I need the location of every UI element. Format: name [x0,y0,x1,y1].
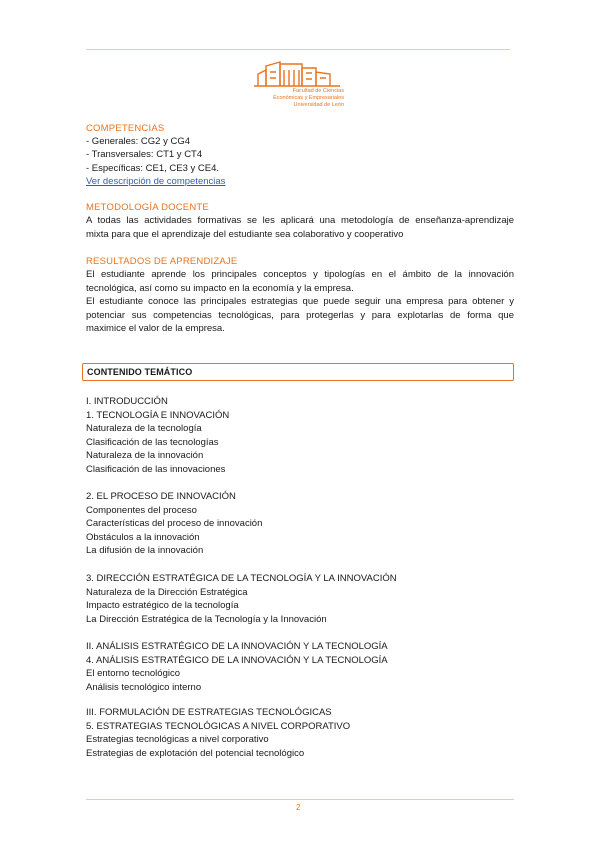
contenido-block-5 [86,706,350,760]
building-logo-icon [252,60,344,90]
contenido-line: Naturaleza de la Dirección Estratégica [86,586,248,598]
footer-rule [86,799,514,800]
contenido-line: Estrategias tecnológicas a nivel corporativo [86,734,269,745]
header-rule [86,49,510,50]
contenido-line: Componentes del proceso [86,504,197,516]
contenido-block-3 [86,572,397,626]
contenido-line: La Dirección Estratégica de la Tecnología y la Innovación [86,613,327,625]
contenido-line: La difusión de la innovación [86,545,204,556]
contenido-tematico-header [82,363,514,381]
contenido-line: El entorno tecnológico [86,668,181,679]
competencias-transversales: - Transversales: CT1 y CT4 [86,149,203,160]
competencias-especificas: - Específicas: CE1, CE3 y CE4. [86,163,220,174]
contenido-line: 1. TECNOLOGÍA E INNOVACIÓN [86,409,230,421]
competencias-generales: - Generales: CG2 y CG4 [86,136,191,147]
contenido-line: 2. EL PROCESO DE INNOVACIÓN [86,491,236,502]
contenido-line: Clasificación de las innovaciones [86,463,226,475]
contenido-line: Análisis tecnológico interno [86,681,202,693]
resultados-title: RESULTADOS DE APRENDIZAJE [86,256,238,267]
page-number: 2 [296,803,301,812]
contenido-tematico-title: CONTENIDO TEMÁTICO [87,367,193,377]
contenido-block-2 [86,490,262,558]
metodologia-text: A todas las actividades formativas se les aplicará una metodología de enseñanza-aprendizaje mixta para que el aprendizaje del estudiante sea colaborativo y cooperativo [86,215,514,240]
contenido-line: 5. ESTRATEGIAS TECNOLÓGICAS A NIVEL CORPORATIVO [86,720,351,732]
contenido-line: 3. DIRECCIÓN ESTRATÉGICA DE LA TECNOLOGÍA Y LA INNOVACIÓN [86,573,397,584]
contenido-line: II. ANÁLISIS ESTRATÉGICO DE LA INNOVACIÓN Y LA TECNOLOGÍA [86,641,388,652]
contenido-line: Naturaleza de la innovación [86,450,204,461]
contenido-block-4 [86,640,388,694]
faculty-logo [252,60,344,116]
logo-caption: Facultad de Ciencias Económicas y Empresariales Universidad de León [273,88,344,108]
contenido-block-1 [86,395,229,476]
contenido-line: Obstáculos a la innovación [86,531,200,543]
contenido-line: Naturaleza de la tecnología [86,423,202,434]
contenido-line: Impacto estratégico de la tecnología [86,600,239,611]
contenido-line: Estrategias de explotación del potencial tecnológico [86,747,305,759]
contenido-line: 4. ANÁLISIS ESTRATÉGICO DE LA INNOVACIÓN Y LA TECNOLOGÍA [86,654,388,666]
contenido-line: I. INTRODUCCIÓN [86,396,168,407]
contenido-line: III. FORMULACIÓN DE ESTRATEGIAS TECNOLÓGICAS [86,707,332,718]
ver-competencias-link[interactable]: Ver descripción de competencias [86,176,226,187]
contenido-line: Características del proceso de innovación [86,518,263,529]
resultados-text: El estudiante aprende los principales conceptos y tipologías en el ámbito de la innovación tecnológica, así como su impacto en la economía y la empresa. El estudiante conoce las principales estrategias que puede seguir una empresa para obtener y potenciar sus competencias tecnológicas, para protegerlas y para explotarlas de forma que maximice el valor de la empresa. [86,269,514,334]
competencias-title: COMPETENCIAS [86,123,165,134]
metodologia-title: METODOLOGÍA DOCENTE [86,202,209,213]
contenido-line: Clasificación de las tecnologías [86,436,219,448]
